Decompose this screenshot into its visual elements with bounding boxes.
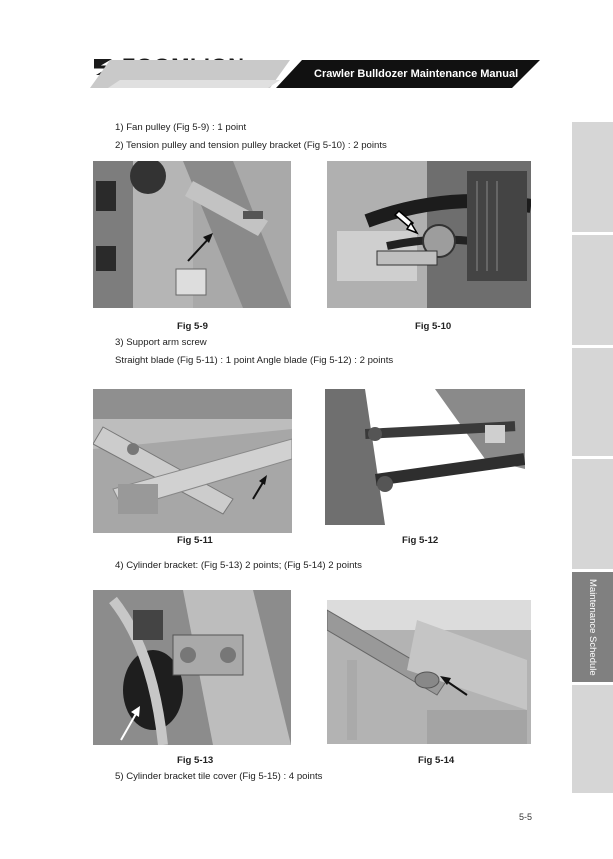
photo-fig-5-11	[93, 389, 292, 533]
photo-fig-5-9	[93, 161, 291, 308]
photo-fig-5-10	[327, 161, 531, 308]
manual-title: Crawler Bulldozer Maintenance Manual	[314, 68, 519, 80]
item-support-arm: 3) Support arm screw	[115, 337, 207, 348]
item-fan-pulley: 1) Fan pulley (Fig 5-9) : 1 point	[115, 122, 247, 133]
caption-fig-5-9: Fig 5-9	[177, 321, 208, 332]
item-tension-pulley: 2) Tension pulley and tension pulley bracket (Fig 5-10) : 2 points	[115, 140, 387, 151]
item-cylinder-bracket: 4) Cylinder bracket: (Fig 5-13) 2 points; (Fig 5-14) 2 points	[115, 560, 362, 571]
page-number: 5-5	[519, 812, 533, 822]
side-tab-6[interactable]	[572, 685, 613, 793]
photo-fig-5-13	[93, 590, 291, 745]
caption-fig-5-14: Fig 5-14	[418, 755, 455, 766]
side-tab-2[interactable]	[572, 235, 613, 345]
item-tile-cover: 5) Cylinder bracket tile cover (Fig 5-15) : 4 points	[115, 771, 323, 782]
item-blades: Straight blade (Fig 5-11) : 1 point Angle blade (Fig 5-12) : 2 points	[115, 355, 394, 366]
caption-fig-5-10: Fig 5-10	[415, 321, 452, 332]
caption-fig-5-11: Fig 5-11	[177, 535, 213, 546]
side-tab-label: Maintenance Schedule	[587, 578, 598, 676]
caption-fig-5-13: Fig 5-13	[177, 755, 214, 766]
side-tab-1[interactable]	[572, 122, 613, 232]
side-tab-3[interactable]	[572, 348, 613, 456]
caption-fig-5-12: Fig 5-12	[402, 535, 439, 546]
photo-fig-5-12	[325, 389, 525, 525]
side-tab-4[interactable]	[572, 459, 613, 569]
header-band-shade	[108, 80, 280, 88]
photo-fig-5-14	[327, 600, 531, 744]
